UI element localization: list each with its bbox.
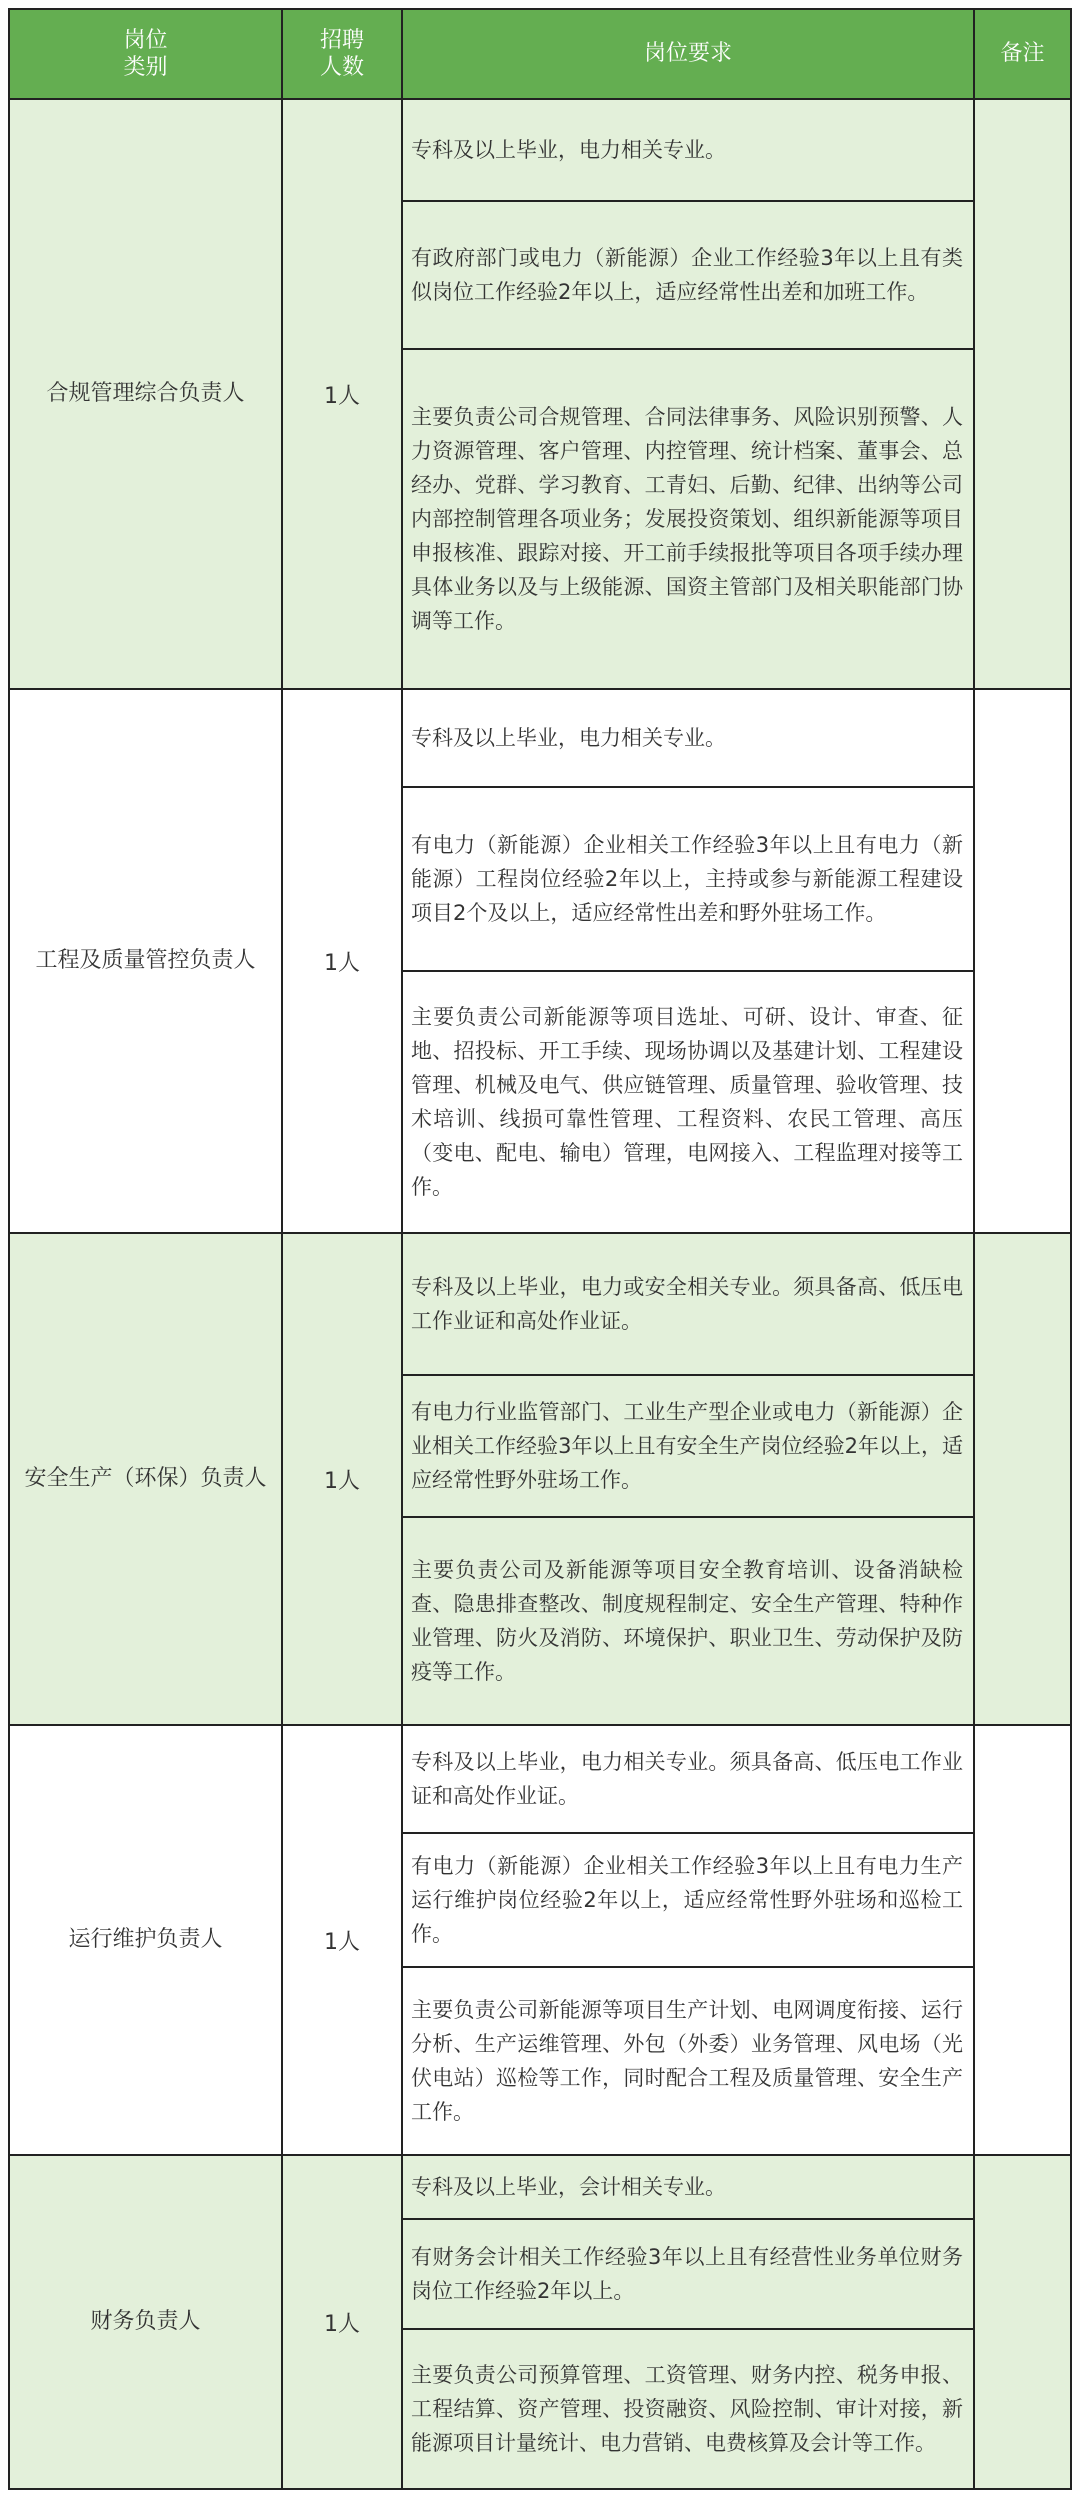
- row-5-req-1: 专科及以上毕业，会计相关专业。: [401, 2154, 975, 2220]
- row-3-req-3: 主要负责公司及新能源等项目安全教育培训、设备消缺检查、隐患排查整改、制度规程制定、安全生产管理、特种作业管理、防火及消防、环境保护、职业卫生、劳动保护及防疫等工作。: [401, 1516, 975, 1726]
- row-4-req-1: 专科及以上毕业，电力相关专业。须具备高、低压电工作业证和高处作业证。: [401, 1724, 975, 1834]
- header-remarks-label: 备注: [1000, 41, 1045, 67]
- row-5-count: 1人: [281, 2154, 403, 2490]
- row-3-req-1: 专科及以上毕业，电力或安全相关专业。须具备高、低压电工作业证和高处作业证。: [401, 1232, 975, 1376]
- row-1-req-1: 专科及以上毕业，电力相关专业。: [401, 98, 975, 202]
- row-5-req-3: 主要负责公司预算管理、工资管理、财务内控、税务申报、工程结算、资产管理、投资融资、风险控制、审计对接，新能源项目计量统计、电力营销、电费核算及会计等工作。: [401, 2328, 975, 2490]
- header-count-label: 招聘 人数: [319, 27, 364, 80]
- row-1-req-2: 有政府部门或电力（新能源）企业工作经验3年以上且有类似岗位工作经验2年以上，适应经常性出差和加班工作。: [401, 200, 975, 350]
- row-3-count: 1人: [281, 1232, 403, 1726]
- row-4-req-2: 有电力（新能源）企业相关工作经验3年以上且有电力生产运行维护岗位经验2年以上，适应经常性野外驻场和巡检工作。: [401, 1832, 975, 1968]
- row-5-category: 财务负责人: [8, 2154, 283, 2490]
- row-2-category: 工程及质量管控负责人: [8, 688, 283, 1234]
- row-2-count: 1人: [281, 688, 403, 1234]
- row-1-req-3: 主要负责公司合规管理、合同法律事务、风险识别预警、人力资源管理、客户管理、内控管理、统计档案、董事会、总经办、党群、学习教育、工青妇、后勤、纪律、出纳等公司内部控制管理各项业务；发展投资策划、组织新能源等项目申报核准、跟踪对接、开工前手续报批等项目各项手续办理具体业务以及与上级能源、国资主管部门及相关职能部门协调等工作。: [401, 348, 975, 690]
- row-2-req-1: 专科及以上毕业，电力相关专业。: [401, 688, 975, 788]
- row-5-req-2: 有财务会计相关工作经验3年以上且有经营性业务单位财务岗位工作经验2年以上。: [401, 2218, 975, 2330]
- row-4-count: 1人: [281, 1724, 403, 2156]
- row-2-req-2: 有电力（新能源）企业相关工作经验3年以上且有电力（新能源）工程岗位经验2年以上，主持或参与新能源工程建设项目2个及以上，适应经常性出差和野外驻场工作。: [401, 786, 975, 972]
- row-3-req-2: 有电力行业监管部门、工业生产型企业或电力（新能源）企业相关工作经验3年以上且有安全生产岗位经验2年以上，适应经常性野外驻场工作。: [401, 1374, 975, 1518]
- row-1-category: 合规管理综合负责人: [8, 98, 283, 690]
- row-4-req-3: 主要负责公司新能源等项目生产计划、电网调度衔接、运行分析、生产运维管理、外包（外委）业务管理、风电场（光伏电站）巡检等工作，同时配合工程及质量管理、安全生产工作。: [401, 1966, 975, 2156]
- row-3-category: 安全生产（环保）负责人: [8, 1232, 283, 1726]
- row-4-category: 运行维护负责人: [8, 1724, 283, 2156]
- table-border: [8, 8, 1072, 2490]
- header-requirements-label: 岗位要求: [643, 41, 732, 67]
- row-1-count: 1人: [281, 98, 403, 690]
- row-2-req-3: 主要负责公司新能源等项目选址、可研、设计、审查、征地、招投标、开工手续、现场协调以及基建计划、工程建设管理、机械及电气、供应链管理、质量管理、验收管理、技术培训、线损可靠性管理、工程资料、农民工管理、高压（变电、配电、输电）管理，电网接入、工程监理对接等工作。: [401, 970, 975, 1234]
- recruitment-table: [8, 8, 1072, 2490]
- header-category-label: 岗位 类别: [123, 27, 168, 80]
